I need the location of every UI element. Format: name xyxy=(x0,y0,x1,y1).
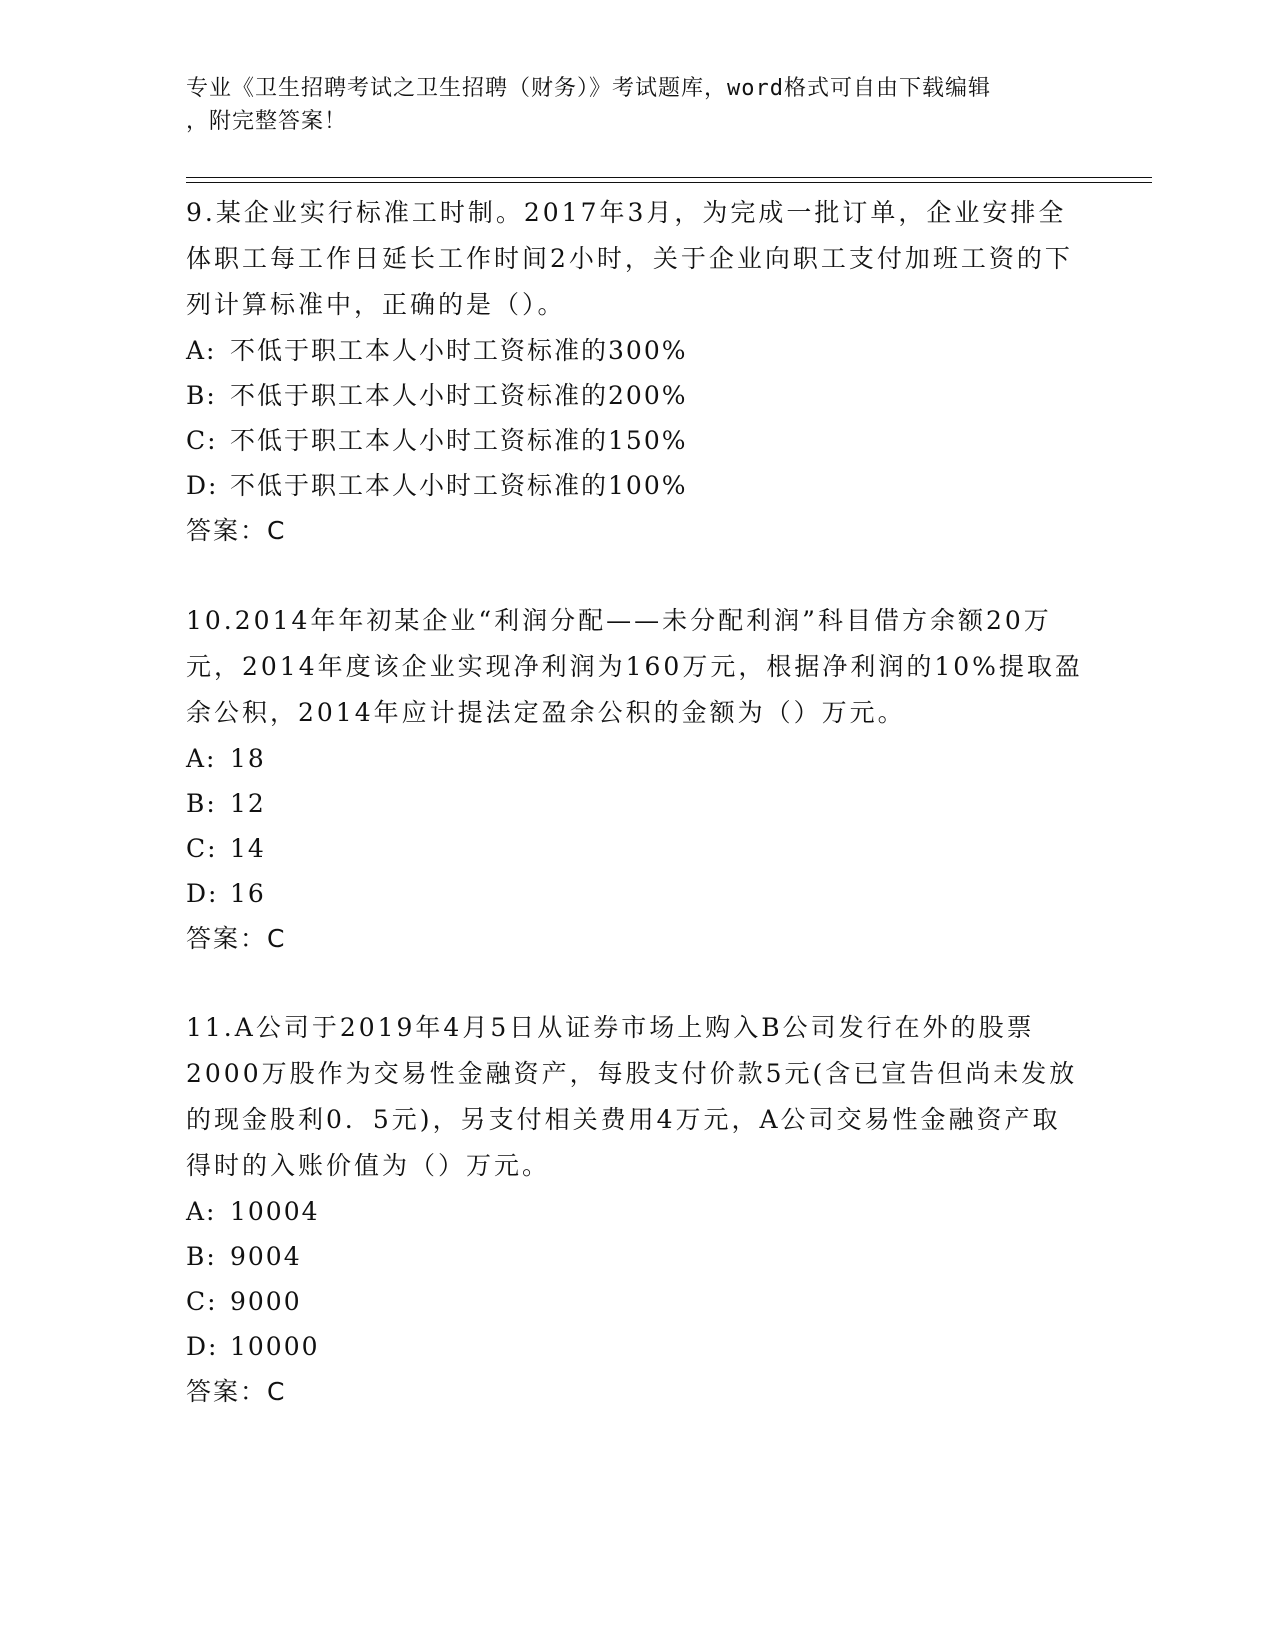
option-letter: B: xyxy=(186,381,217,410)
option-text: 12 xyxy=(230,789,266,818)
option-c xyxy=(186,826,1086,871)
header-divider-top xyxy=(186,177,1152,178)
option-d xyxy=(186,871,1086,916)
question-stem: 10.2014年年初某企业“利润分配——未分配利润”科目借方余额20万元，2014年度该企业实现净利润为160万元，根据净利润的10%提取盈余公积，2014年应计提法定盈余公积的金额为（）万元。 xyxy=(186,606,1083,727)
header-line-2: ，附完整答案！ xyxy=(186,109,348,134)
option-letter: C: xyxy=(186,426,218,455)
option-text: 16 xyxy=(230,879,266,908)
option-text: 不低于职工本人小时工资标准的300% xyxy=(230,336,688,365)
option-text: 18 xyxy=(230,744,266,773)
option-list xyxy=(186,736,1086,916)
option-letter: B: xyxy=(186,789,217,818)
header-divider-bottom xyxy=(186,182,1152,183)
option-letter: B: xyxy=(186,1242,217,1271)
option-letter: C: xyxy=(186,834,218,863)
option-b xyxy=(186,781,1086,826)
option-letter: A: xyxy=(186,1197,217,1226)
question-11 xyxy=(186,1005,1086,1415)
option-a xyxy=(186,1189,1086,1234)
option-b xyxy=(186,1234,1086,1279)
option-c xyxy=(186,418,1086,463)
option-letter: A: xyxy=(186,744,217,773)
option-text: 14 xyxy=(230,834,266,863)
option-text: 10004 xyxy=(230,1197,320,1226)
option-text: 不低于职工本人小时工资标准的150% xyxy=(230,426,688,455)
option-d xyxy=(186,463,1086,508)
answer: 答案：C xyxy=(186,1377,287,1406)
answer: 答案：C xyxy=(186,924,287,953)
header-line-1: 专业《卫生招聘考试之卫生招聘（财务）》考试题库，word格式可自由下载编辑 xyxy=(186,76,991,101)
option-d xyxy=(186,1324,1086,1369)
document-header xyxy=(186,72,1066,138)
question-10 xyxy=(186,598,1086,962)
option-b xyxy=(186,373,1086,418)
option-list xyxy=(186,328,1086,508)
option-text: 9000 xyxy=(230,1287,302,1316)
option-text: 10000 xyxy=(230,1332,320,1361)
option-a xyxy=(186,736,1086,781)
option-letter: D: xyxy=(186,471,219,500)
option-text: 不低于职工本人小时工资标准的200% xyxy=(230,381,688,410)
option-letter: A: xyxy=(186,336,217,365)
question-stem: 11.A公司于2019年4月5日从证券市场上购入B公司发行在外的股票2000万股作为交易性金融资产，每股支付价款5元(含已宣告但尚未发放的现金股利0．5元)，另支付相关费用4万元，A公司交易性金融资产取得时的入账价值为（）万元。 xyxy=(186,1013,1078,1180)
option-letter: D: xyxy=(186,879,219,908)
option-letter: C: xyxy=(186,1287,218,1316)
option-letter: D: xyxy=(186,1332,219,1361)
option-c xyxy=(186,1279,1086,1324)
answer: 答案：C xyxy=(186,516,287,545)
option-a xyxy=(186,328,1086,373)
question-stem: 9.某企业实行标准工时制。2017年3月，为完成一批订单，企业安排全体职工每工作日延长工作时间2小时，关于企业向职工支付加班工资的下列计算标准中，正确的是（）。 xyxy=(186,198,1073,319)
option-text: 9004 xyxy=(230,1242,302,1271)
question-9 xyxy=(186,190,1086,554)
option-list xyxy=(186,1189,1086,1369)
option-text: 不低于职工本人小时工资标准的100% xyxy=(230,471,688,500)
